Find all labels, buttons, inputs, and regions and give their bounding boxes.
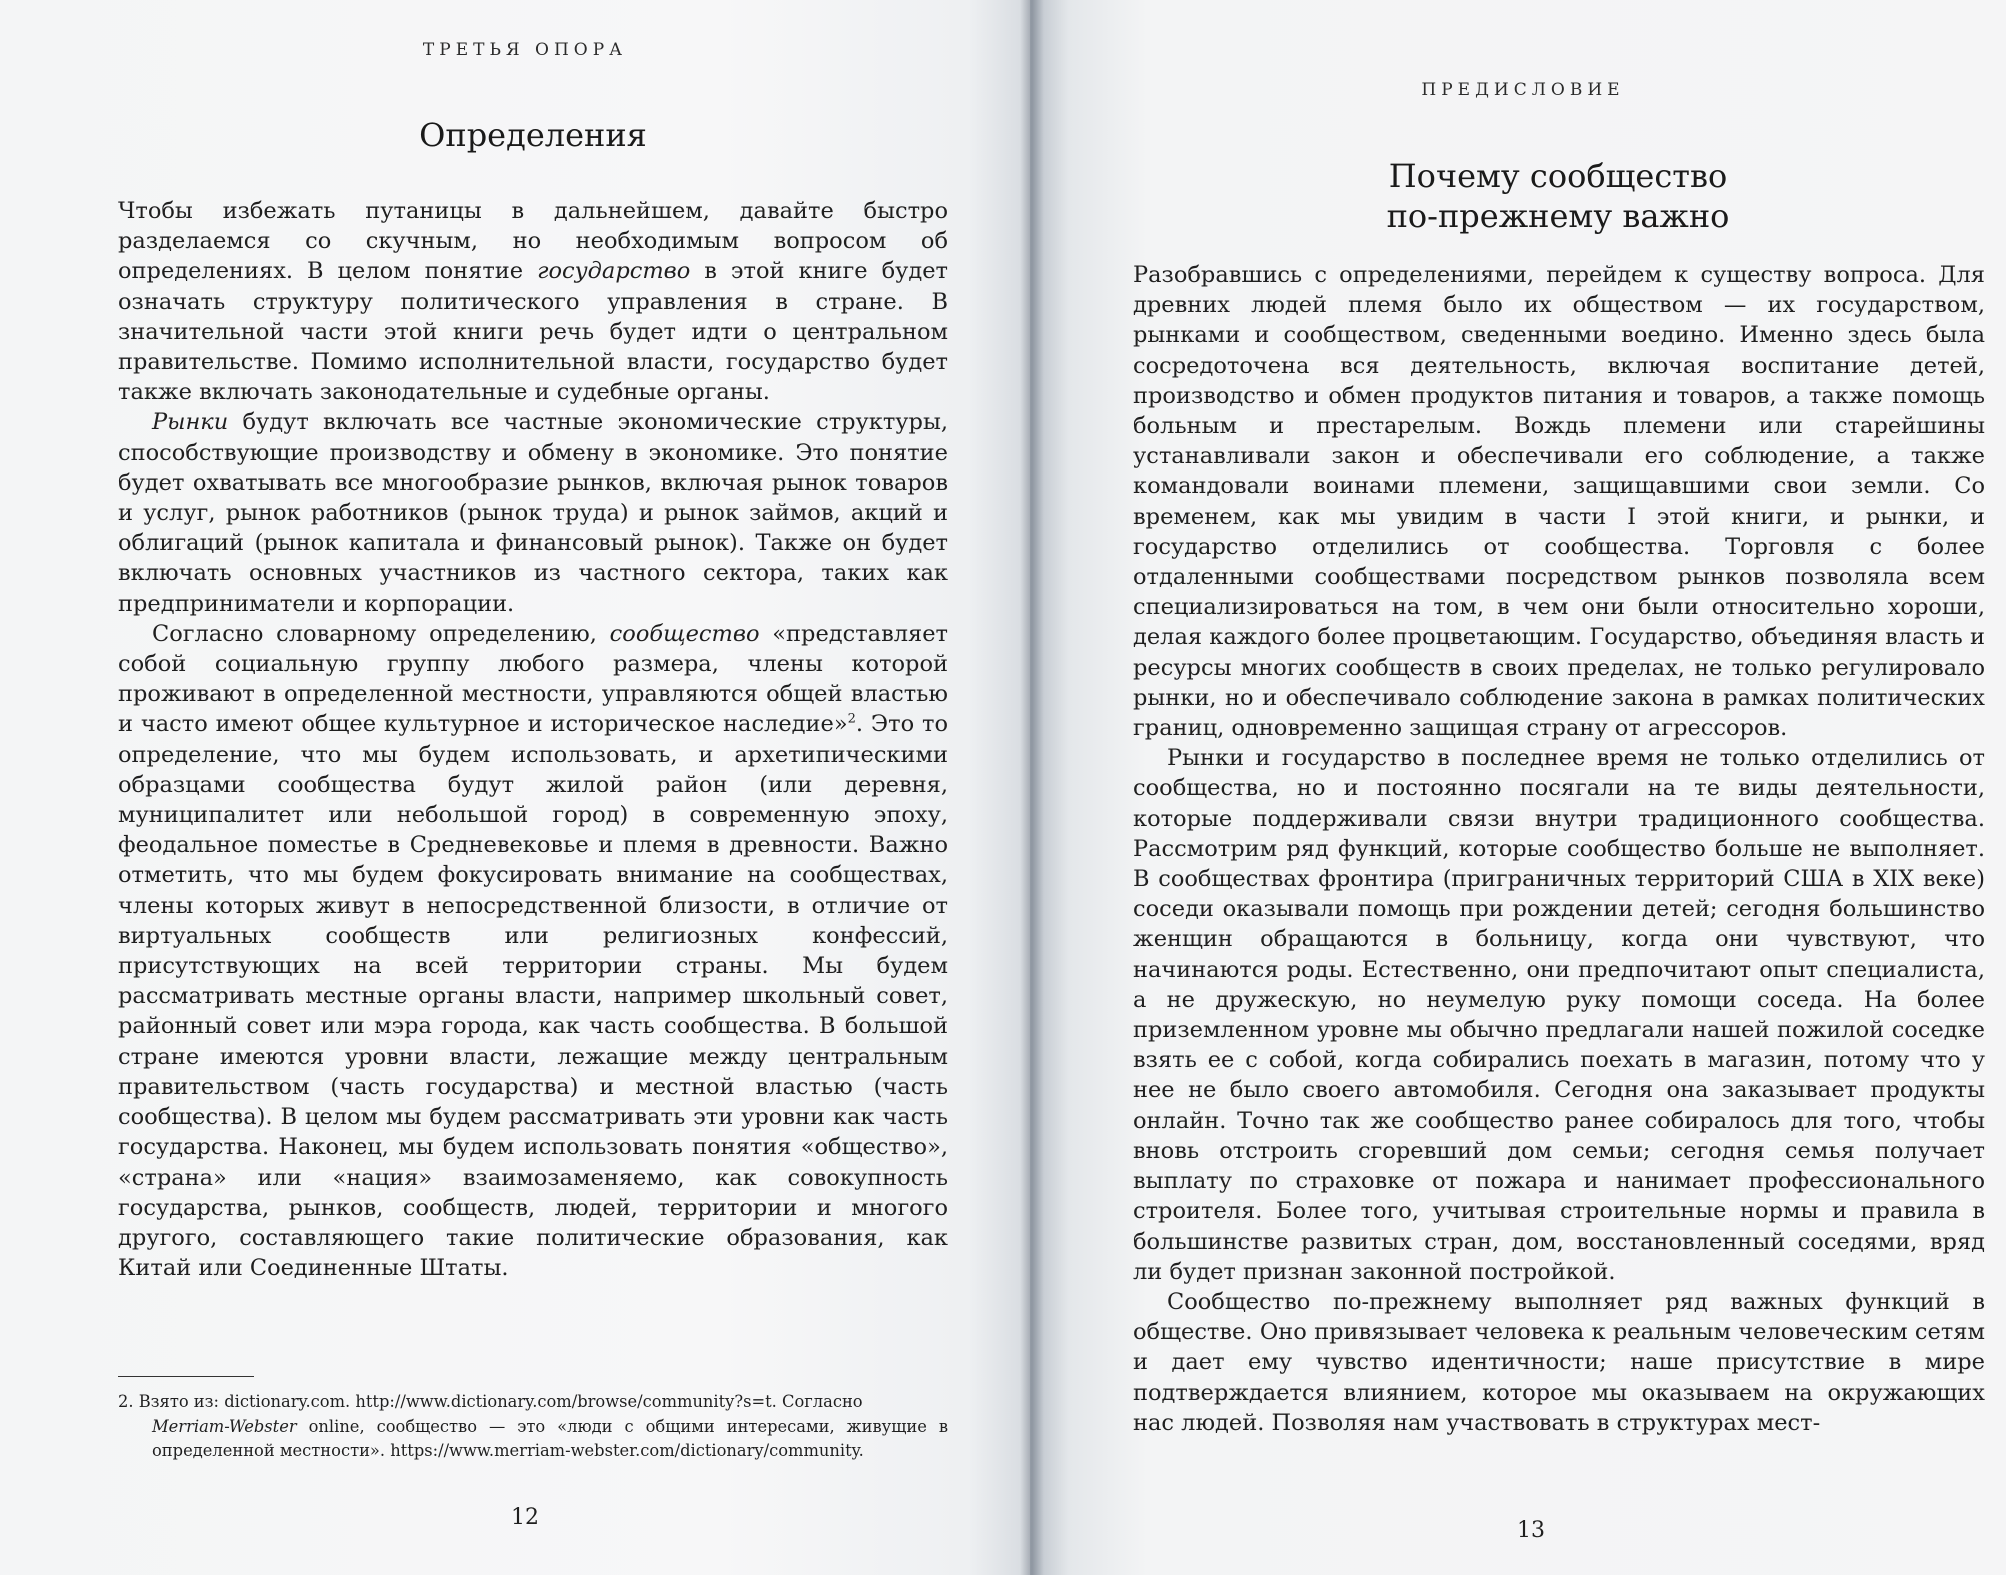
text-run: . Это то определение, что мы будем использовать, и архетипическими образцами сообщества будут жилой район (или деревня, муниципалитет или небольшой город) в современную эпоху, феодальное поместье в Средневековье и племя в древности. Важно отметить, что мы будем фокусировать внимание на сообществах, члены которых живут в непосредственной близости, в отличие от виртуальных сообществ или религиозных конфессий, присутствующих на всей территории страны. Мы будем рассматривать местные органы власти, например школьный совет, районный совет или мэра города, как часть сообщества. В большой стране имеются уровни власти, лежащие между центральным правительством (часть государства) и местной властью (часть сообщества). В целом мы будем рассматривать эти уровни как часть государства. Наконец, мы будем использовать понятия «общество», «страна» или «нация» взаимозаменяемо, как совокупность государства, рынков, сообществ, людей, территории и многого другого, составляющего такие политические образования, как Китай или Соединенные Штаты. xyxy=(118,711,948,1282)
paragraph xyxy=(118,407,948,618)
paragraph xyxy=(118,619,948,1283)
emphasized-term: государство xyxy=(537,258,691,285)
text-run: в этой книге будет означать структуру политического управления в стране. В значительной части этой книги речь будет идти о центральном правительстве. Помимо исполнительной власти, государство будет также включать законодательные и судебные органы. xyxy=(118,258,948,406)
running-head: ТРЕТЬЯ ОПОРА xyxy=(422,40,628,60)
text-run: Сообщество по-прежнему выполняет ряд важных функций в обществе. Оно привязывает человека к реальным человеческим сетям и дает ему чувство идентичности; наше присутствие в мире подтверждается влиянием, которое мы оказываем на окружающих нас людей. Позволяя нам участвовать в структурах мест- xyxy=(1133,1288,1985,1436)
text-run: Чтобы избежать путаницы в дальнейшем, давайте быстро разделаемся со скучным, но необходимым вопросом об определениях. В целом понятие xyxy=(118,198,948,285)
chapter-title xyxy=(1138,156,1978,236)
emphasized-term: Рынки xyxy=(152,409,229,436)
footnote-ref[interactable]: 2 xyxy=(847,711,856,727)
footnote-source-name: Merriam-Webster xyxy=(152,1416,297,1436)
paragraph xyxy=(1133,743,1985,1287)
text-run: будут включать все частные экономические структуры, способствующие производству и обмену в экономике. Это понятие будет охватывать все многообразие рынков, включая рынок товаров и услуг, рынок работников (рынок труда) и рынок займов, акций и облигаций (рынок капитала и финансовый рынок). Также он будет включать основных участников из частного сектора, таких как предприниматели и корпорации. xyxy=(118,409,948,617)
footnote-continuation xyxy=(118,1415,948,1464)
book-gutter-shadow xyxy=(1020,0,1044,1575)
body-text xyxy=(118,196,948,1283)
page-number: 13 xyxy=(1517,1518,1545,1543)
page-number: 12 xyxy=(511,1505,539,1530)
footnote-divider xyxy=(118,1376,254,1377)
chapter-title-line: по-прежнему важно xyxy=(1386,197,1730,235)
section-title: Определения xyxy=(419,116,647,154)
footnote xyxy=(118,1390,948,1464)
right-page xyxy=(1030,0,2006,1575)
text-run: Разобравшись с определениями, перейдем к существу вопроса. Для древних людей племя было их обществом — их государством, рынками и сообществом, сведенными воедино. Именно здесь была сосредоточена вся деятельность, включая воспитание детей, производство и обмен продуктов питания и товаров, а также помощь больным и престарелым. Вождь племени или старейшины устанавливали закон и обеспечивали его соблюдение, а также командовали воинами племени, защищавшими свои земли. Со временем, как мы увидим в части I этой книги, и рынки, и государство отделились от сообщества. Торговля с более отдаленными сообществами посредством рынков позволяла всем специализироваться на том, в чем они были относительно хороши, делая каждого более процветающим. Государство, объединяя власть и ресурсы многих сообществ в своих пределах, не только регулировало рынки, но и обеспечивало соблюдение закона в рамках политических границ, одновременно защищая страну от агрессоров. xyxy=(1133,262,1985,742)
body-text xyxy=(1133,260,1985,1438)
footnote-line: 2. Взято из: dictionary.com. http://www.dictionary.com/browse/community?s=t. Согласно xyxy=(118,1392,863,1411)
text-run: Рынки и государство в последнее время не только отделились от сообщества, но и постоянно посягали на те виды деятельности, которые поддерживали связи внутри традиционного сообщества. Рассмотрим ряд функций, которые сообщество больше не выполняет. В сообществах фронтира (приграничных территорий США в XIX веке) соседи оказывали помощь при рождении детей; сегодня большинство женщин обращаются в больницу, когда они чувствуют, что начинаются роды. Естественно, они предпочитают опыт специалиста, а не дружескую, но неумелую руку помощи соседа. На более приземленном уровне мы обычно предлагали нашей пожилой соседке взять ее с собой, когда собирались поехать в магазин, потому что у нее не было своего автомобиля. Сегодня она заказывает продукты онлайн. Точно так же сообщество ранее собиралось для того, чтобы вновь отстроить сгоревший дом семьи; сегодня семья получает выплату по страховке от пожара и нанимает профессионального строителя. Более того, учитывая строительные нормы и правила в большинстве развитых стран, дом, восстановленный соседями, вряд ли будет признан законной постройкой. xyxy=(1133,745,1985,1285)
text-run: Согласно словарному определению, xyxy=(152,620,610,647)
paragraph xyxy=(118,196,948,407)
chapter-title-line: Почему сообщество xyxy=(1388,157,1728,195)
paragraph xyxy=(1133,1287,1985,1438)
running-head: ПРЕДИСЛОВИЕ xyxy=(1421,80,1625,100)
footnote-text: online, сообщество — это «люди с общими интересами, живущие в определенной местности». https://www.merriam-webster.com/dictionary/community. xyxy=(152,1416,948,1460)
text-run: «представляет собой социальную группу любого размера, члены которой проживают в определенной местности, управляются общей властью и часто имеют общее культурное и историческое наследие» xyxy=(118,620,948,738)
emphasized-term: сообщество xyxy=(609,620,760,647)
paragraph xyxy=(1133,260,1985,743)
